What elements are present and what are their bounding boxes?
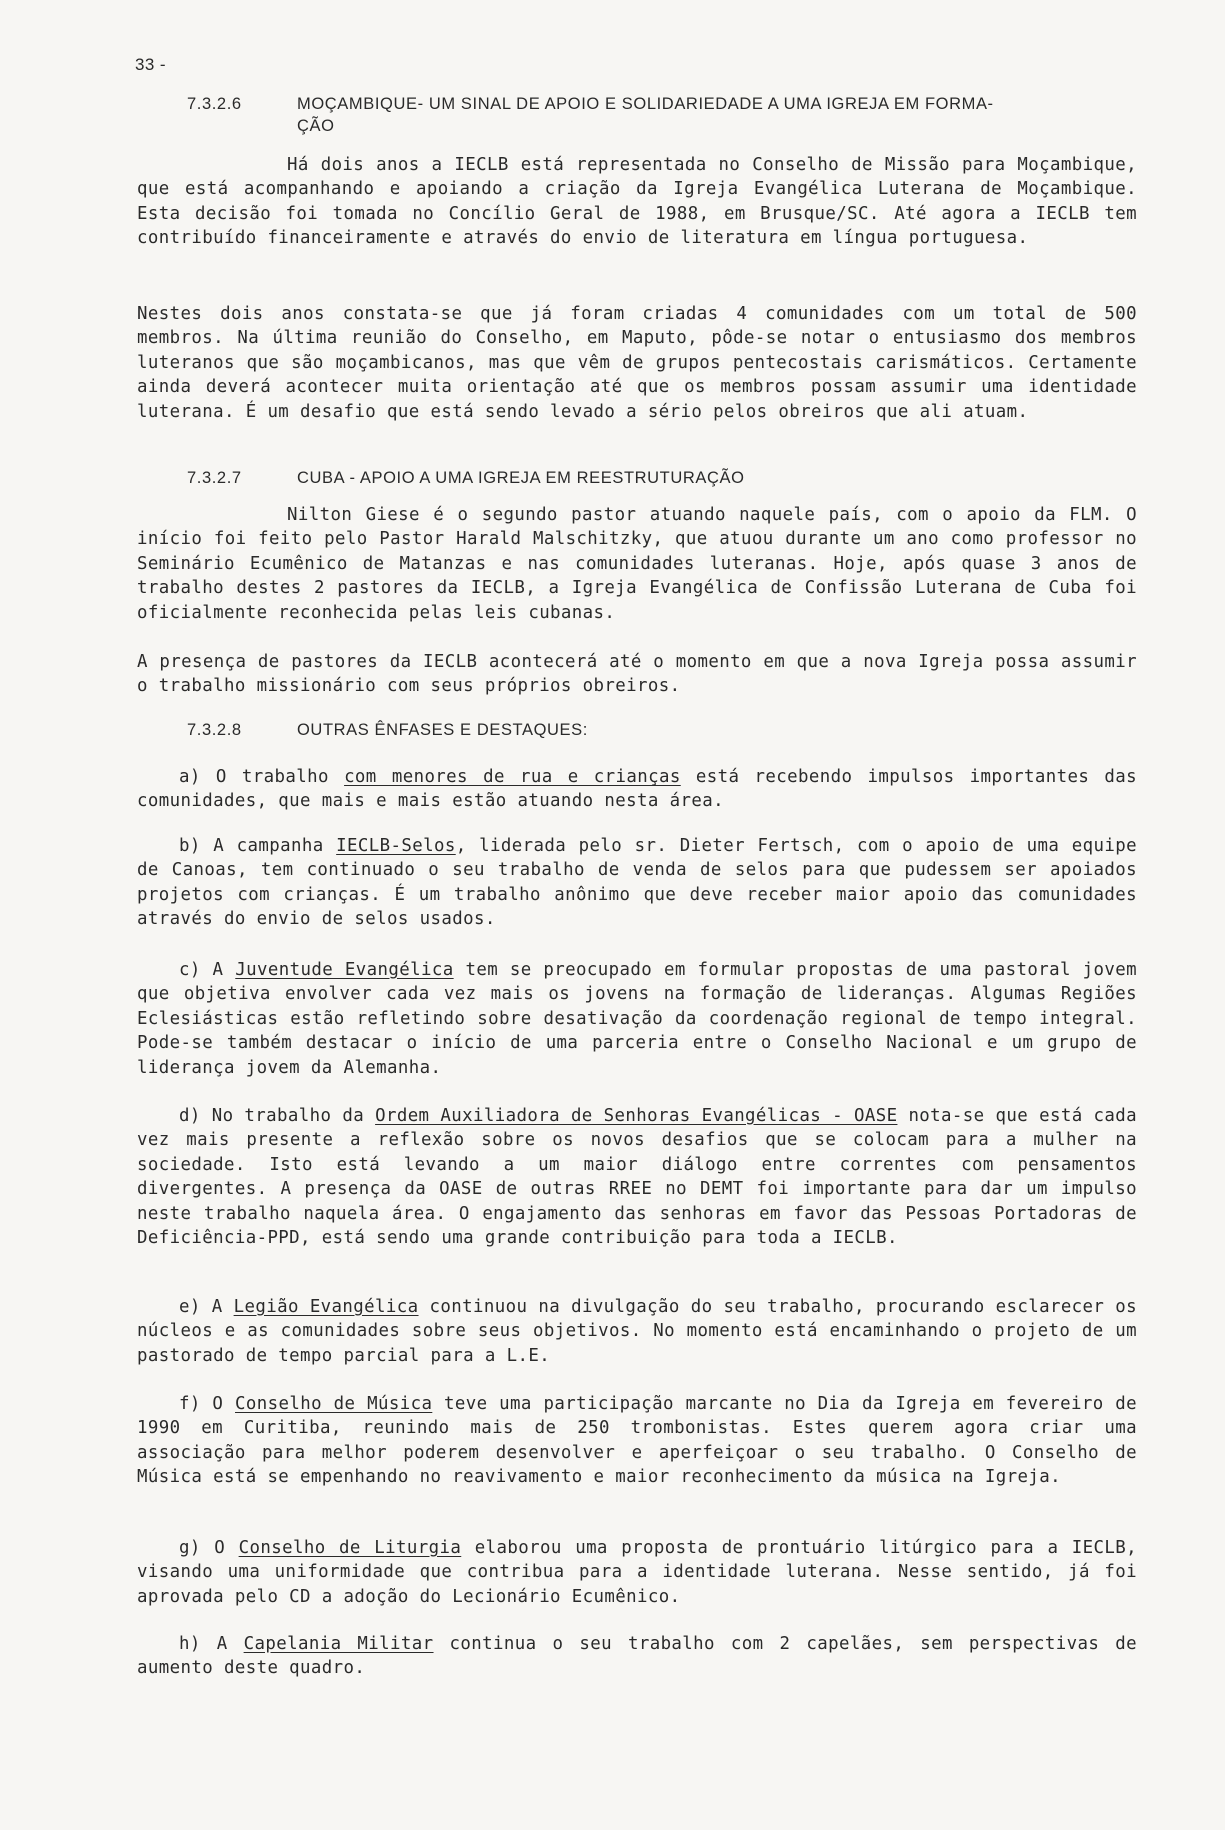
- item-d-underlined: Ordem Auxiliadora de Senhoras Evangélicas - OASE: [375, 1106, 898, 1126]
- item-f-underlined: Conselho de Música: [235, 1394, 433, 1414]
- item-b: b) A campanha IECLB-Selos, liderada pelo sr. Dieter Fertsch, com o apoio de uma equipe de Canoas, tem continuado o seu trabalho de venda de selos para que pudessem ser apoiados projetos com crianças. É um trabalho anônimo que deve receber maior apoio das comunidades através do envio de selos usados.: [137, 836, 1138, 930]
- item-e: e) A Legião Evangélica continuou na divulgação do seu trabalho, procurando esclarecer os núcleos e as comunidades sobre seus objetivos. No momento está encaminhando o projeto de um pastorado de tempo parcial para a L.E.: [137, 1297, 1138, 1366]
- item-g-underlined: Conselho de Liturgia: [238, 1538, 462, 1558]
- section-title: MOÇAMBIQUE- UM SINAL DE APOIO E SOLIDARIEDADE A UMA IGREJA EM FORMA-: [297, 95, 994, 113]
- paragraph-mocambique-2: Nestes dois anos constata-se que já foram criadas 4 comunidades com um total de 500 membros. Na última reunião do Conselho, em Maputo, pôde-se notar o entusiasmo dos membros luteranos que são moçambicanos, mas que vêm de grupos pentecostais carismáticos. Certamente ainda deverá acontecer muita orientação até que os membros possam assumir uma identidade luterana. É um desafio que está sendo levado a sério pelos obreiros que ali atuam.: [137, 304, 1137, 422]
- item-f: f) O Conselho de Música teve uma participação marcante no Dia da Igreja em fevereiro de 1990 em Curitiba, reunindo mais de 250 trombonistas. Estes querem agora criar uma associação para melhor poderem desenvolver e aperfeiçoar o seu trabalho. O Conselho de Música está se empenhando no reavivamento e maior reconhecimento da música na Igreja.: [137, 1394, 1138, 1488]
- item-h-underlined: Capelania Militar: [243, 1634, 434, 1654]
- section-heading-mocambique: [187, 93, 994, 115]
- paragraph-cuba-1: Nilton Giese é o segundo pastor atuando naquele país, com o apoio da FLM. O início foi feito pelo Pastor Harald Malschitzky, que atuou durante um ano como professor no Seminário Ecumênico de Matanzas e nas comunidades luteranas. Hoje, após quase 3 anos de trabalho destes 2 pastores da IECLB, a Igreja Evangélica de Confissão Luterana de Cuba foi oficialmente reconhecida pelas leis cubanas.: [137, 505, 1137, 623]
- section-heading-cuba: [187, 467, 745, 489]
- section-number: 7.3.2.8: [187, 721, 242, 739]
- item-c: c) A Juventude Evangélica tem se preocupado em formular propostas de uma pastoral jovem que objetiva envolver cada vez mais os jovens na formação de lideranças. Algumas Regiões Eclesiásticas estão refletindo sobre desativação da coordenação regional de tempo integral. Pode-se também destacar o início de uma parceria entre o Conselho Nacional e um grupo de liderança jovem da Alemanha.: [137, 960, 1138, 1078]
- section-heading-outras: [187, 719, 588, 741]
- item-g: g) O Conselho de Liturgia elaborou uma proposta de prontuário litúrgico para a IECLB, visando uma uniformidade que contribua para a identidade luterana. Nesse sentido, já foi aprovada pelo CD a adoção do Lecionário Ecumênico.: [137, 1538, 1138, 1607]
- item-b-underlined: IECLB-Selos: [336, 836, 456, 856]
- item-d: d) No trabalho da Ordem Auxiliadora de Senhoras Evangélicas - OASE nota-se que está cada vez mais presente a reflexão sobre os novos desafios que se colocam para a mulher na sociedade. Isto está levando a um maior diálogo entre correntes com pensamentos divergentes. A presença da OASE de outras RREE no DEMT foi importante para dar um impulso neste trabalho naquela área. O engajamento das senhoras em favor das Pessoas Portadoras de Deficiência-PPD, está sendo uma grande contribuição para toda a IECLB.: [137, 1106, 1138, 1249]
- section-heading-cont: [297, 115, 335, 137]
- section-number: 7.3.2.6: [187, 95, 242, 113]
- page-number: 33 -: [135, 55, 166, 74]
- item-a: a) O trabalho com menores de rua e crianças está recebendo impulsos importantes das comunidades, que mais e mais estão atuando nesta área.: [137, 767, 1138, 812]
- paragraph-mocambique-1: Há dois anos a IECLB está representada no Conselho de Missão para Moçambique, que está acompanhando e apoiando a criação da Igreja Evangélica Luterana de Moçambique. Esta decisão foi tomada no Concílio Geral de 1988, em Brusque/SC. Até agora a IECLB tem contribuído financeiramente e através do envio de literatura em língua portuguesa.: [137, 155, 1137, 249]
- paragraph-cuba-2: A presença de pastores da IECLB acontecerá até o momento em que a nova Igreja possa assumir o trabalho missionário com seus próprios obreiros.: [137, 652, 1137, 697]
- item-c-underlined: Juventude Evangélica: [235, 960, 454, 980]
- item-e-underlined: Legião Evangélica: [233, 1297, 419, 1317]
- item-a-underlined: com menores de rua e crianças: [344, 767, 681, 787]
- section-number: 7.3.2.7: [187, 469, 242, 487]
- item-h: h) A Capelania Militar continua o seu trabalho com 2 capelães, sem perspectivas de aumento deste quadro.: [137, 1634, 1137, 1679]
- section-title: CUBA - APOIO A UMA IGREJA EM REESTRUTURAÇÃO: [297, 469, 745, 487]
- section-title-cont: ÇÃO: [297, 117, 335, 135]
- section-title: OUTRAS ÊNFASES E DESTAQUES:: [297, 721, 588, 739]
